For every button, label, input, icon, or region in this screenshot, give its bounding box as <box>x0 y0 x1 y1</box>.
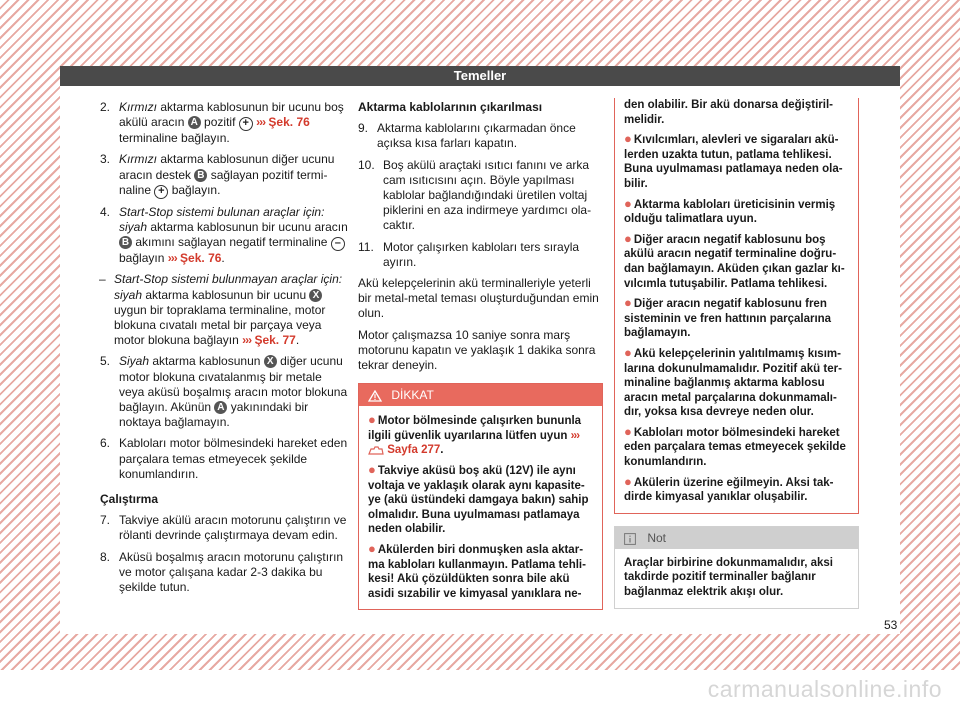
step-4: 4. Start-Stop sistemi bulunan araçlar için: siyah aktarma kablosunun bir ucunu aracın B akımını sağlayan negatif terminaline – bağlayın ››› Şek. 76. <box>100 204 348 266</box>
paragraph: Akü kelepçelerinin akü terminalleriyle yeterli bir metal-metal teması oluşturduğundan emin olun. <box>358 276 599 321</box>
step-8: 8. Aküsü boşalmış aracın motorunu çalıştırın ve motor çalışana kadar 2-3 dakika bu şekilde tutun. <box>100 549 344 595</box>
step-6: 6. Kabloları motor bölmesindeki hareket eden parçalara temas etmeyecek şekilde konumlandırın. <box>100 436 348 481</box>
plus-terminal-icon: + <box>154 185 168 199</box>
step-11: 11. Motor çalışırken kabloları ters sırayla ayırın. <box>358 239 580 269</box>
column-middle <box>358 100 603 610</box>
link-arrow-icon: ››› <box>570 429 580 442</box>
warning-text: den olabilir. Bir akü donarsa değiştirilmelidir. <box>624 99 833 126</box>
callout-badge: B <box>194 169 207 182</box>
section-heading: Çalıştırma <box>100 492 159 507</box>
warning-header: DİKKAT <box>359 384 602 406</box>
column-left <box>100 100 348 601</box>
callout-badge: X <box>309 289 322 302</box>
engine-bay-icon <box>368 444 384 456</box>
link-arrow-icon: ››› <box>167 251 177 266</box>
page-number: 53 <box>884 618 898 632</box>
step-10: 10. Boş akülü araçtaki ısıtıcı fanını ve arka cam ısıtıcısını açın. Böyle yapılması kablolar bağlandığındaki üretilen voltaj piklerini en aza indirmeye yardımcı olacaktır. <box>358 157 592 233</box>
callout-badge: B <box>119 236 132 249</box>
warning-bullet: ● Takviye aküsü boş akü (12V) ile aynı voltaja ve yaklaşık olarak aynı kapasiteye (akü üstündeki damgaya bakın) sahip olmalıdır. Buna uyulmaması patlamaya neden olabilir. <box>368 462 589 536</box>
section-heading: Aktarma kablolarının çıkarılması <box>358 100 543 114</box>
callout-badge: X <box>264 355 277 368</box>
minus-terminal-icon: – <box>331 237 345 251</box>
plus-terminal-icon: + <box>239 117 253 131</box>
callout-badge: A <box>188 116 201 129</box>
info-icon <box>624 531 636 545</box>
bullet-icon: ● <box>624 195 632 211</box>
warning-icon <box>368 388 382 402</box>
warning-bullet: ● Kabloları motor bölmesindeki hareket eden parçalara temas etmeyecek şekilde konumlandırın. <box>624 423 846 469</box>
figure-link[interactable]: Şek. 77 <box>254 333 296 348</box>
paragraph: Motor çalışmazsa 10 saniye sonra marş motorunu kapatın ve yaklaşık 1 dakika sonra tekrar deneyin. <box>358 327 596 373</box>
step-7: 7. Takviye akülü aracın motorunu çalıştırın ve rölanti devrinde çalıştırmaya devam edin. <box>100 513 347 543</box>
warning-body <box>359 406 602 609</box>
bullet-icon: ● <box>368 412 376 428</box>
bullet-icon: ● <box>624 473 632 489</box>
bullet-icon: ● <box>624 230 632 246</box>
warning-bullet: ● Diğer aracın negatif kablosunu fren sisteminin ve fren hattının parçalarına bağlamayın. <box>624 295 832 340</box>
figure-link[interactable]: Şek. 76 <box>180 251 222 266</box>
step-dash: – Start-Stop sistemi bulunmayan araçlar için: siyah aktarma kablosunun bir ucunu X uygun bir topraklama terminaline, motor blokuna cıvatalı metal bir parçaya veya motor blokuna bağlayın ››› Şek. 77. <box>99 272 343 348</box>
bullet-icon: ● <box>624 295 632 311</box>
warning-bullet: ● Diğer aracın negatif kablosunu boş akülü aracın negatif terminaline doğrudan bağlamayın. Aküden çıkan gazlar kıvılcımla tutuşabilir. Patlama tehlikesi. <box>624 230 845 290</box>
column-right <box>614 100 859 609</box>
warning-bullet: ● Akü kelepçelerinin yalıtılmamış kısımlarına dokunulmamalıdır. Pozitif akü terminaline bağlanmış aktarma kablosu aracın metal parçalarına dokunmamalıdır, yoksa kısa devreye neden olur. <box>624 344 842 419</box>
warning-continuation <box>614 98 859 514</box>
callout-badge: A <box>214 401 227 414</box>
note-box <box>614 526 859 609</box>
note-body: Araçlar birbirine dokunmamalıdır, aksi takdirde pozitif terminaller bağlanır bağlanmaz elektrik akışı olur. <box>624 556 833 599</box>
bullet-icon: ● <box>368 541 376 556</box>
warning-box <box>358 383 603 610</box>
bullet-icon: ● <box>368 462 376 478</box>
link-arrow-icon: ››› <box>256 115 266 130</box>
warning-bullet: ● Aktarma kabloları üreticisinin vermiş olduğu talimatlara uyun. <box>624 195 836 226</box>
warning-bullet: ● Akülerden biri donmuşken asla aktarma kabloları kullanmayın. Patlama tehlikesi! Akü çözüldükten sonra bile akü asidi sızabilir ve kimyasal yanıklara ne- <box>368 541 586 600</box>
step-5: 5. Siyah aktarma kablosunun X diğer ucunu motor blokuna cıvatalanmış bir metale veya aküsü boşalmış aracın motor blokuna bağlayın. Akünün A yakınındaki bir noktaya bağlamayın. <box>100 354 348 430</box>
step-2: 2. Kırmızı aktarma kablosunun bir ucunu boş akülü aracın A pozitif + ››› Şek. 76 terminaline bağlayın. <box>100 100 344 146</box>
page-title: Temeller <box>60 66 900 86</box>
watermark: carmanualsonline.info <box>707 676 942 702</box>
warning-bullet: ● Motor bölmesinde çalışırken bununla ilgili güvenlik uyarılarına lütfen uyun ››› Sayfa 277. <box>368 412 582 457</box>
step-3: 3. Kırmızı aktarma kablosunun diğer ucunu aracın destek B sağlayan pozitif terminaline + bağlayın. <box>100 152 335 197</box>
page-link[interactable]: Sayfa 277 <box>387 444 441 457</box>
warning-bullet: ● Akülerin üzerine eğilmeyin. Aksi takdirde kimyasal yanıklar oluşabilir. <box>624 473 834 504</box>
bullet-icon: ● <box>624 344 632 360</box>
bullet-icon: ● <box>624 423 632 439</box>
bullet-icon: ● <box>624 131 632 147</box>
step-9: 9. Aktarma kablolarını çıkarmadan önce açıksa kısa farları kapatın. <box>358 121 576 151</box>
figure-link[interactable]: Şek. 76 <box>268 115 310 130</box>
link-arrow-icon: ››› <box>242 333 252 348</box>
warning-bullet: ● Kıvılcımları, alevleri ve sigaraları akülerden uzakta tutun, patlama tehlikesi. Buna uyulmaması patlamaya neden olabilir. <box>624 131 843 190</box>
note-header: Not <box>615 527 858 549</box>
